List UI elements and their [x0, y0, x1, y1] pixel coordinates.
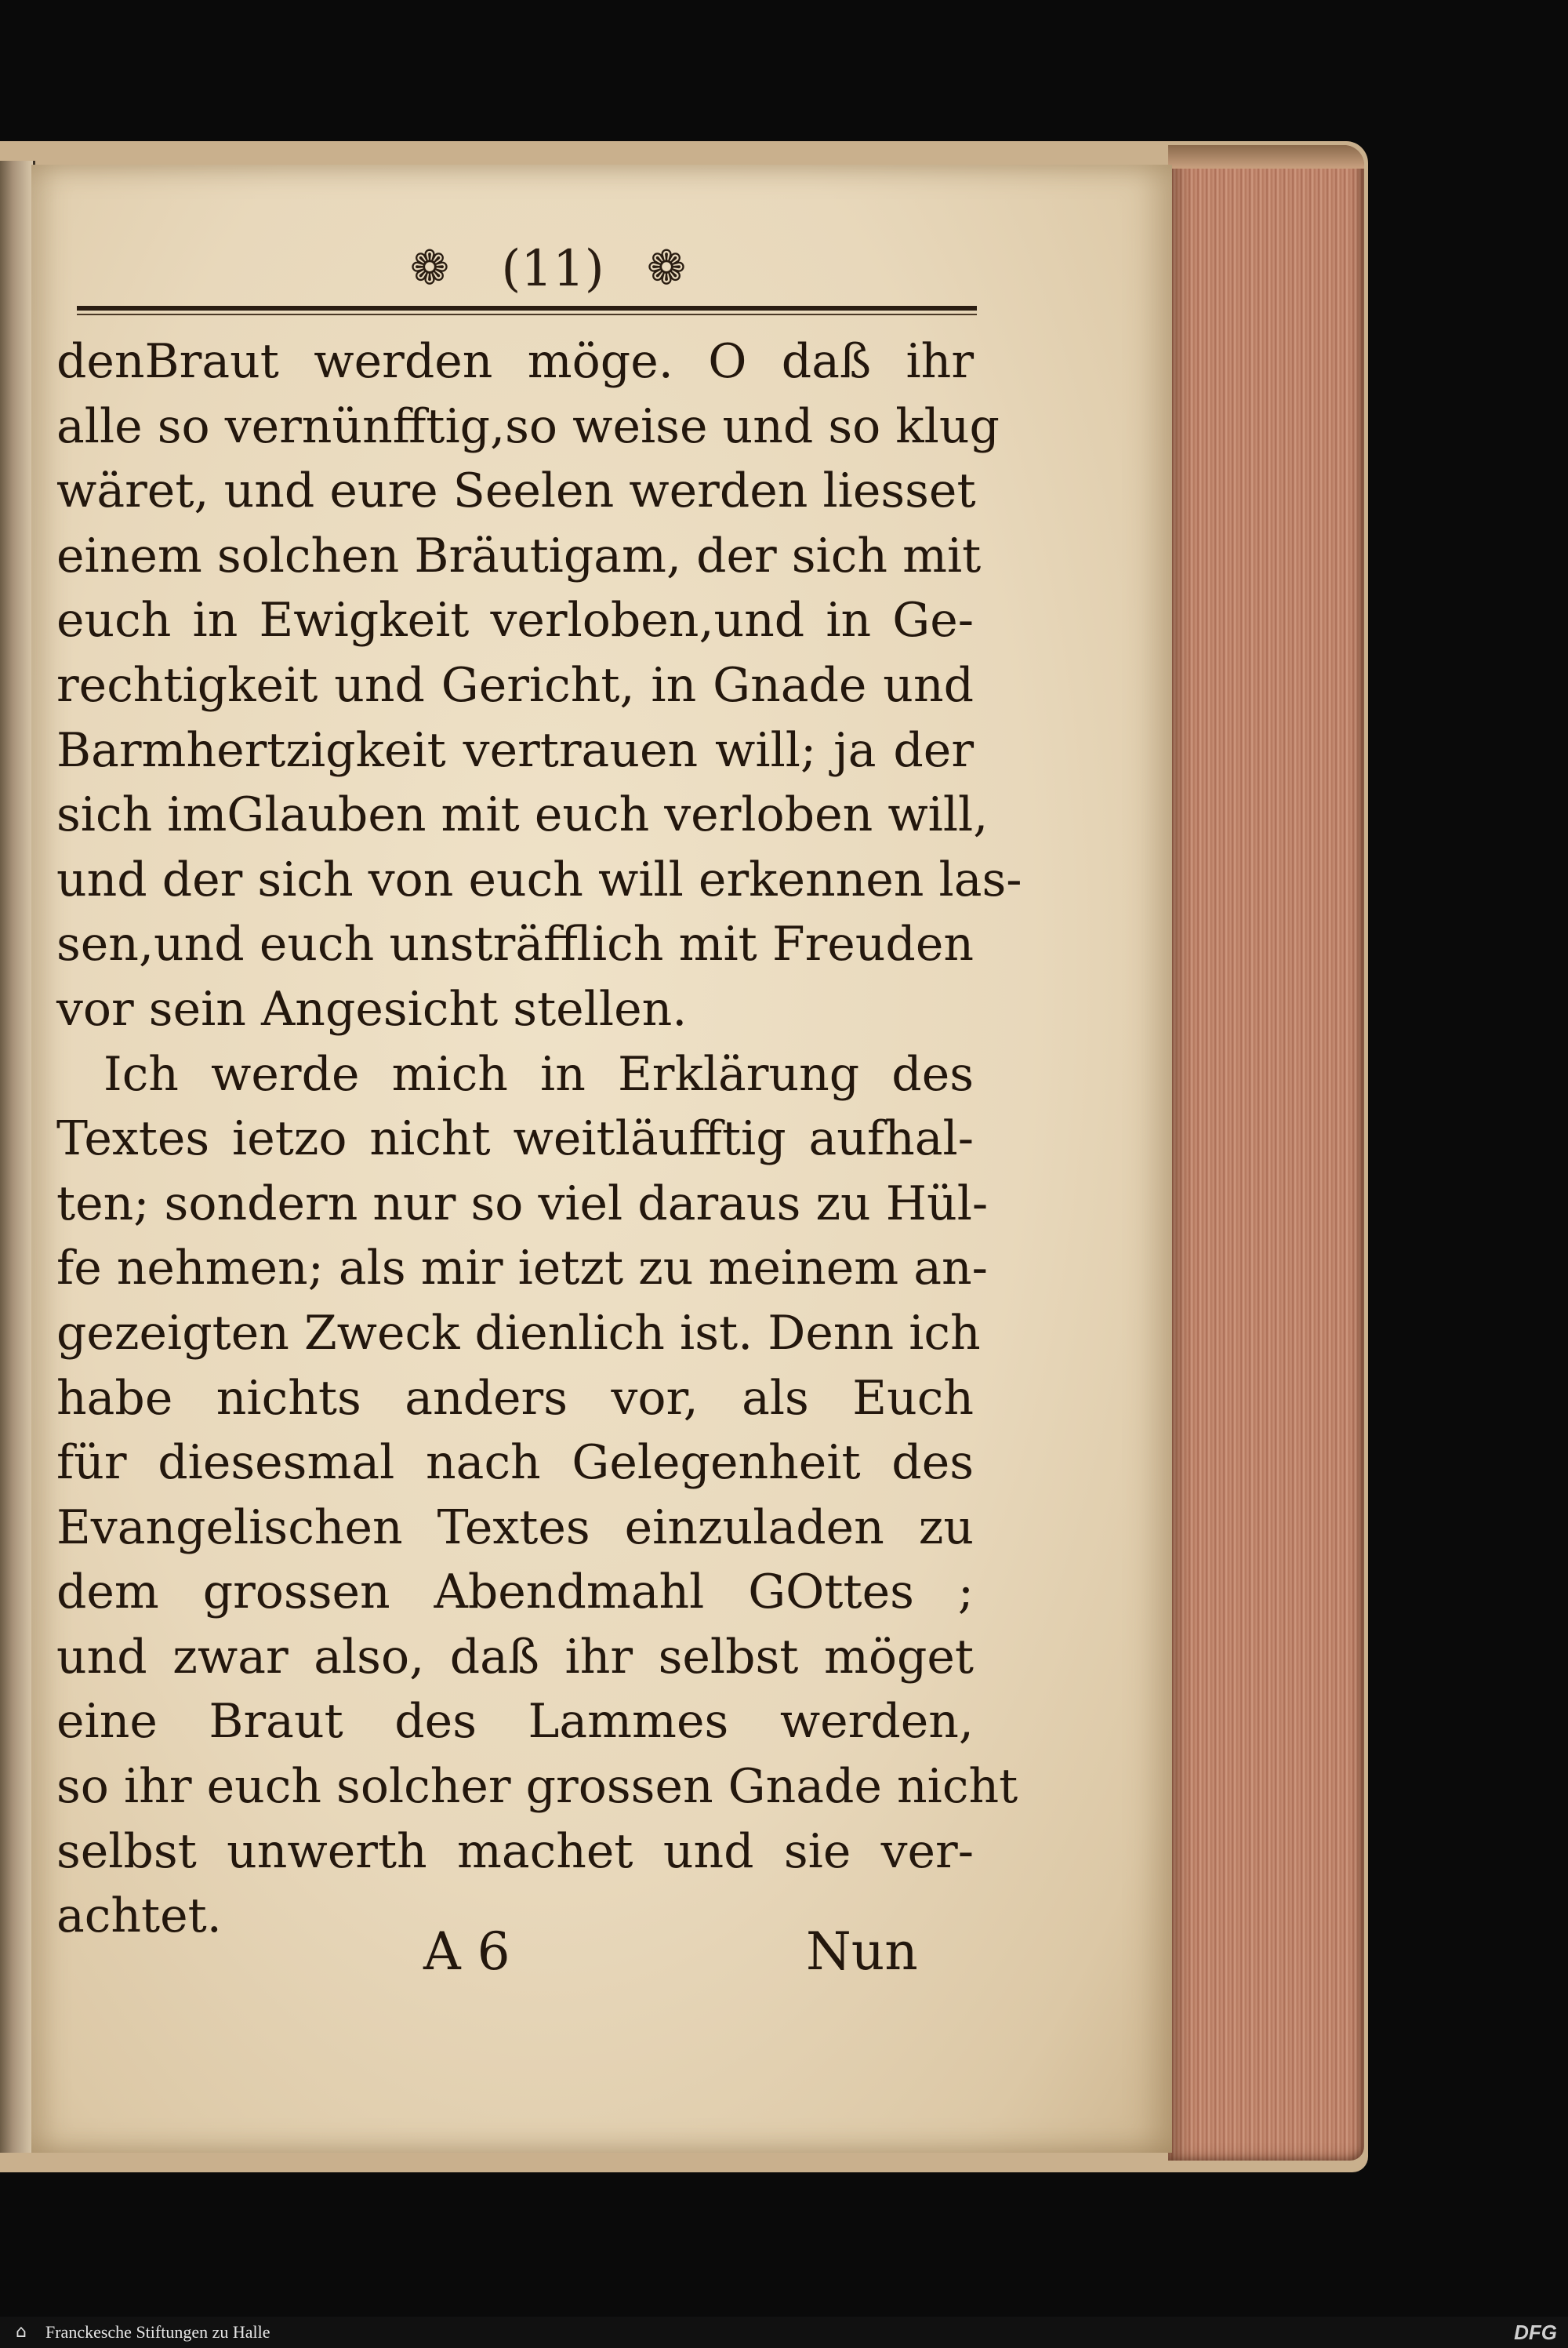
text-line: Evangelischen Textes einzuladen zu	[56, 1499, 974, 1555]
text-line: achtet.	[56, 1888, 222, 1944]
text-line: und der sich von euch will erkennen las-	[56, 852, 1022, 907]
text-line: habe nichts anders vor, als Euch	[56, 1370, 974, 1426]
text-line: rechtigkeit und Gericht, in Gnade und	[56, 657, 974, 713]
text-line: eine Braut des Lammes werden,	[56, 1694, 974, 1750]
text-line: selbst unwerth machet und sie ver-	[56, 1823, 974, 1879]
credits-bar	[0, 2317, 1568, 2348]
text-line: sich imGlauben mit euch verloben will,	[56, 787, 989, 843]
institution-name: Franckesche Stiftungen zu Halle	[45, 2322, 270, 2342]
text-line: ten; sondern nur so viel daraus zu Hül-	[56, 1176, 989, 1231]
page-edges-top	[1168, 145, 1364, 169]
header-rule	[77, 306, 977, 311]
body-text	[56, 329, 1022, 1949]
institution-logo-icon: ⌂	[16, 2322, 27, 2342]
header-rule-thin	[77, 314, 977, 315]
text-line: wäret, und eure Seelen werden liesset	[56, 463, 976, 519]
text-line: vor sein Angesicht stellen.	[56, 981, 688, 1037]
previous-page-edge	[0, 161, 35, 2153]
page-header	[31, 235, 1172, 306]
text-line: so ihr euch solcher grossen Gnade nicht	[56, 1759, 1018, 1815]
text-line: denBraut werden möge. O daß ihr	[56, 334, 974, 389]
text-line: Ich werde mich in Erklärung des	[103, 1046, 974, 1102]
text-line: sen,und euch unsträfflich mit Freuden	[56, 917, 974, 972]
text-line: fe nehmen; als mir ietzt zu meinem an-	[56, 1241, 988, 1296]
catchword: Nun	[806, 1921, 918, 1982]
text-line: alle so vernünfftig,so weise und so klug	[56, 398, 1000, 454]
ornament-icon: ❁	[409, 241, 450, 296]
text-line: dem grossen Abendmahl GOttes ;	[56, 1565, 974, 1620]
ornament-icon: ❁	[646, 241, 687, 296]
text-line: und zwar also, daß ihr selbst möget	[56, 1629, 974, 1685]
page-edges	[1168, 145, 1364, 2161]
page-number: (11)	[501, 240, 604, 298]
text-line: Barmhertzigkeit vertrauen will; ja der	[56, 722, 974, 778]
text-line: für diesesmal nach Gelegenheit des	[56, 1435, 974, 1491]
text-line: einem solchen Bräutigam, der sich mit	[56, 528, 982, 583]
text-line: euch in Ewigkeit verloben,und in Ge-	[56, 593, 974, 649]
text-line: Textes ietzo nicht weitläufftig aufhal-	[56, 1111, 974, 1167]
funder-logo: DFG	[1514, 2321, 1557, 2344]
text-line: gezeigten Zweck dienlich ist. Denn ich	[56, 1305, 981, 1361]
signature-mark: A 6	[423, 1921, 510, 1982]
